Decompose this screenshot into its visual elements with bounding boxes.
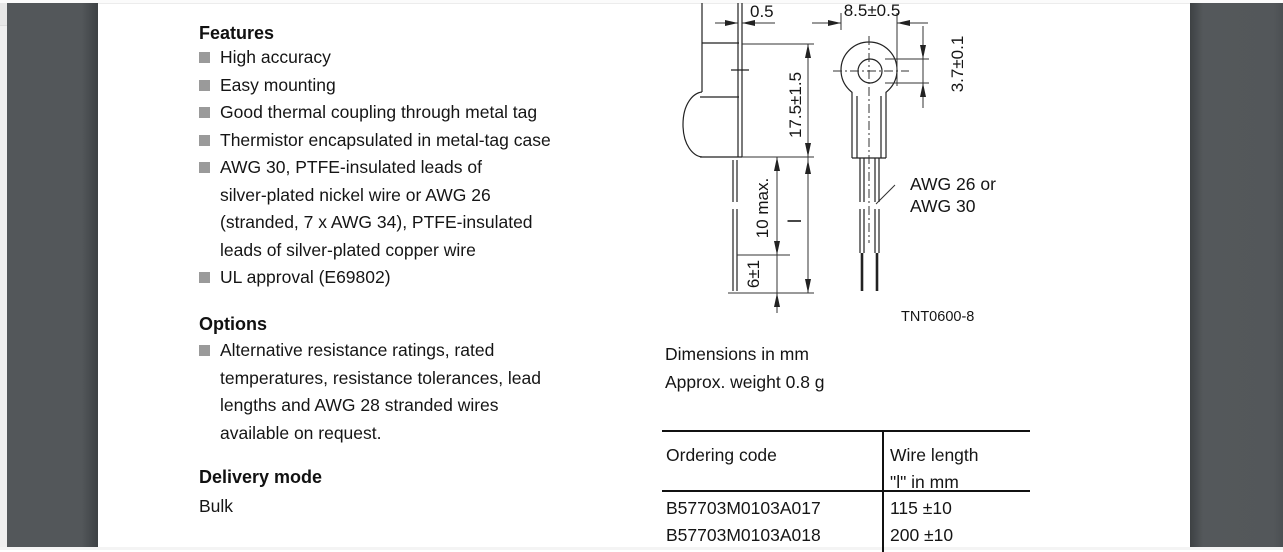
dim-label-height: 17.5±1.5 [786, 71, 805, 139]
table-header-wire-length-line1: Wire length [890, 445, 979, 465]
dim-label-tag-thickness: 0.5 [750, 2, 774, 21]
dim-label-strip: 6±1 [744, 259, 763, 289]
dim-label-tag-width: 8.5±0.5 [843, 1, 901, 20]
bullet-square-icon [199, 80, 210, 91]
option-item-continuation: temperatures, resistance tolerances, lead [220, 368, 541, 388]
awg-label-line1: AWG 26 or [910, 174, 996, 194]
feature-item: AWG 30, PTFE-insulated leads of [199, 154, 679, 182]
dim-label-hole: 3.7±0.1 [948, 35, 967, 93]
ordering-table [662, 430, 1030, 552]
feature-item: Easy mounting [199, 72, 679, 100]
table-cell-length: 200 ±10 [890, 525, 954, 545]
pdf-viewer-background-right [1190, 3, 1283, 547]
table-cell-length: 115 ±10 [890, 498, 952, 518]
figure-code: TNT0600-8 [901, 309, 975, 325]
feature-item: Thermistor encapsulated in metal-tag case [199, 127, 679, 155]
table-column-divider [882, 432, 884, 552]
left-edge-panel [0, 3, 7, 550]
feature-item: High accuracy [199, 44, 679, 72]
note-dimensions: Dimensions in mm [665, 344, 809, 364]
option-item-continuation: lengths and AWG 28 stranded wires [220, 395, 499, 415]
window-top-edge [0, 0, 1283, 4]
option-item: Alternative resistance ratings, rated [199, 337, 679, 365]
feature-item: UL approval (E69802) [199, 264, 679, 292]
feature-item-continuation: (stranded, 7 x AWG 34), PTFE-insulated [220, 212, 533, 232]
bullet-square-icon [199, 162, 210, 173]
features-heading: Features [199, 23, 275, 43]
delivery-mode-heading: Delivery mode [199, 467, 323, 487]
bullet-square-icon [199, 135, 210, 146]
option-item-continuation: available on request. [220, 423, 382, 443]
bullet-square-icon [199, 272, 210, 283]
table-cell-code: B57703M0103A017 [666, 498, 821, 518]
table-header-ordering-code: Ordering code [666, 445, 777, 465]
awg-label-line2: AWG 30 [910, 196, 976, 216]
feature-item-continuation: silver-plated nickel wire or AWG 26 [220, 185, 491, 205]
left-edge-panel-top [0, 3, 7, 26]
feature-item: Good thermal coupling through metal tag [199, 99, 679, 127]
table-cell-code: B57703M0103A018 [666, 525, 821, 545]
options-heading: Options [199, 314, 267, 334]
bullet-square-icon [199, 107, 210, 118]
bullet-square-icon [199, 52, 210, 63]
pdf-viewer-background-left [7, 3, 98, 547]
thermistor-technical-drawing [660, 0, 1040, 332]
delivery-mode-value: Bulk [199, 496, 234, 516]
note-weight: Approx. weight 0.8 g [665, 372, 825, 392]
feature-item-continuation: leads of silver-plated copper wire [220, 240, 476, 260]
dim-label-wire-length: l [785, 219, 805, 223]
table-header-separator [662, 490, 1030, 492]
table-header-wire-length-line2: "l" in mm [890, 472, 959, 492]
bullet-square-icon [199, 345, 210, 356]
dim-label-insulation: 10 max. [753, 177, 772, 239]
